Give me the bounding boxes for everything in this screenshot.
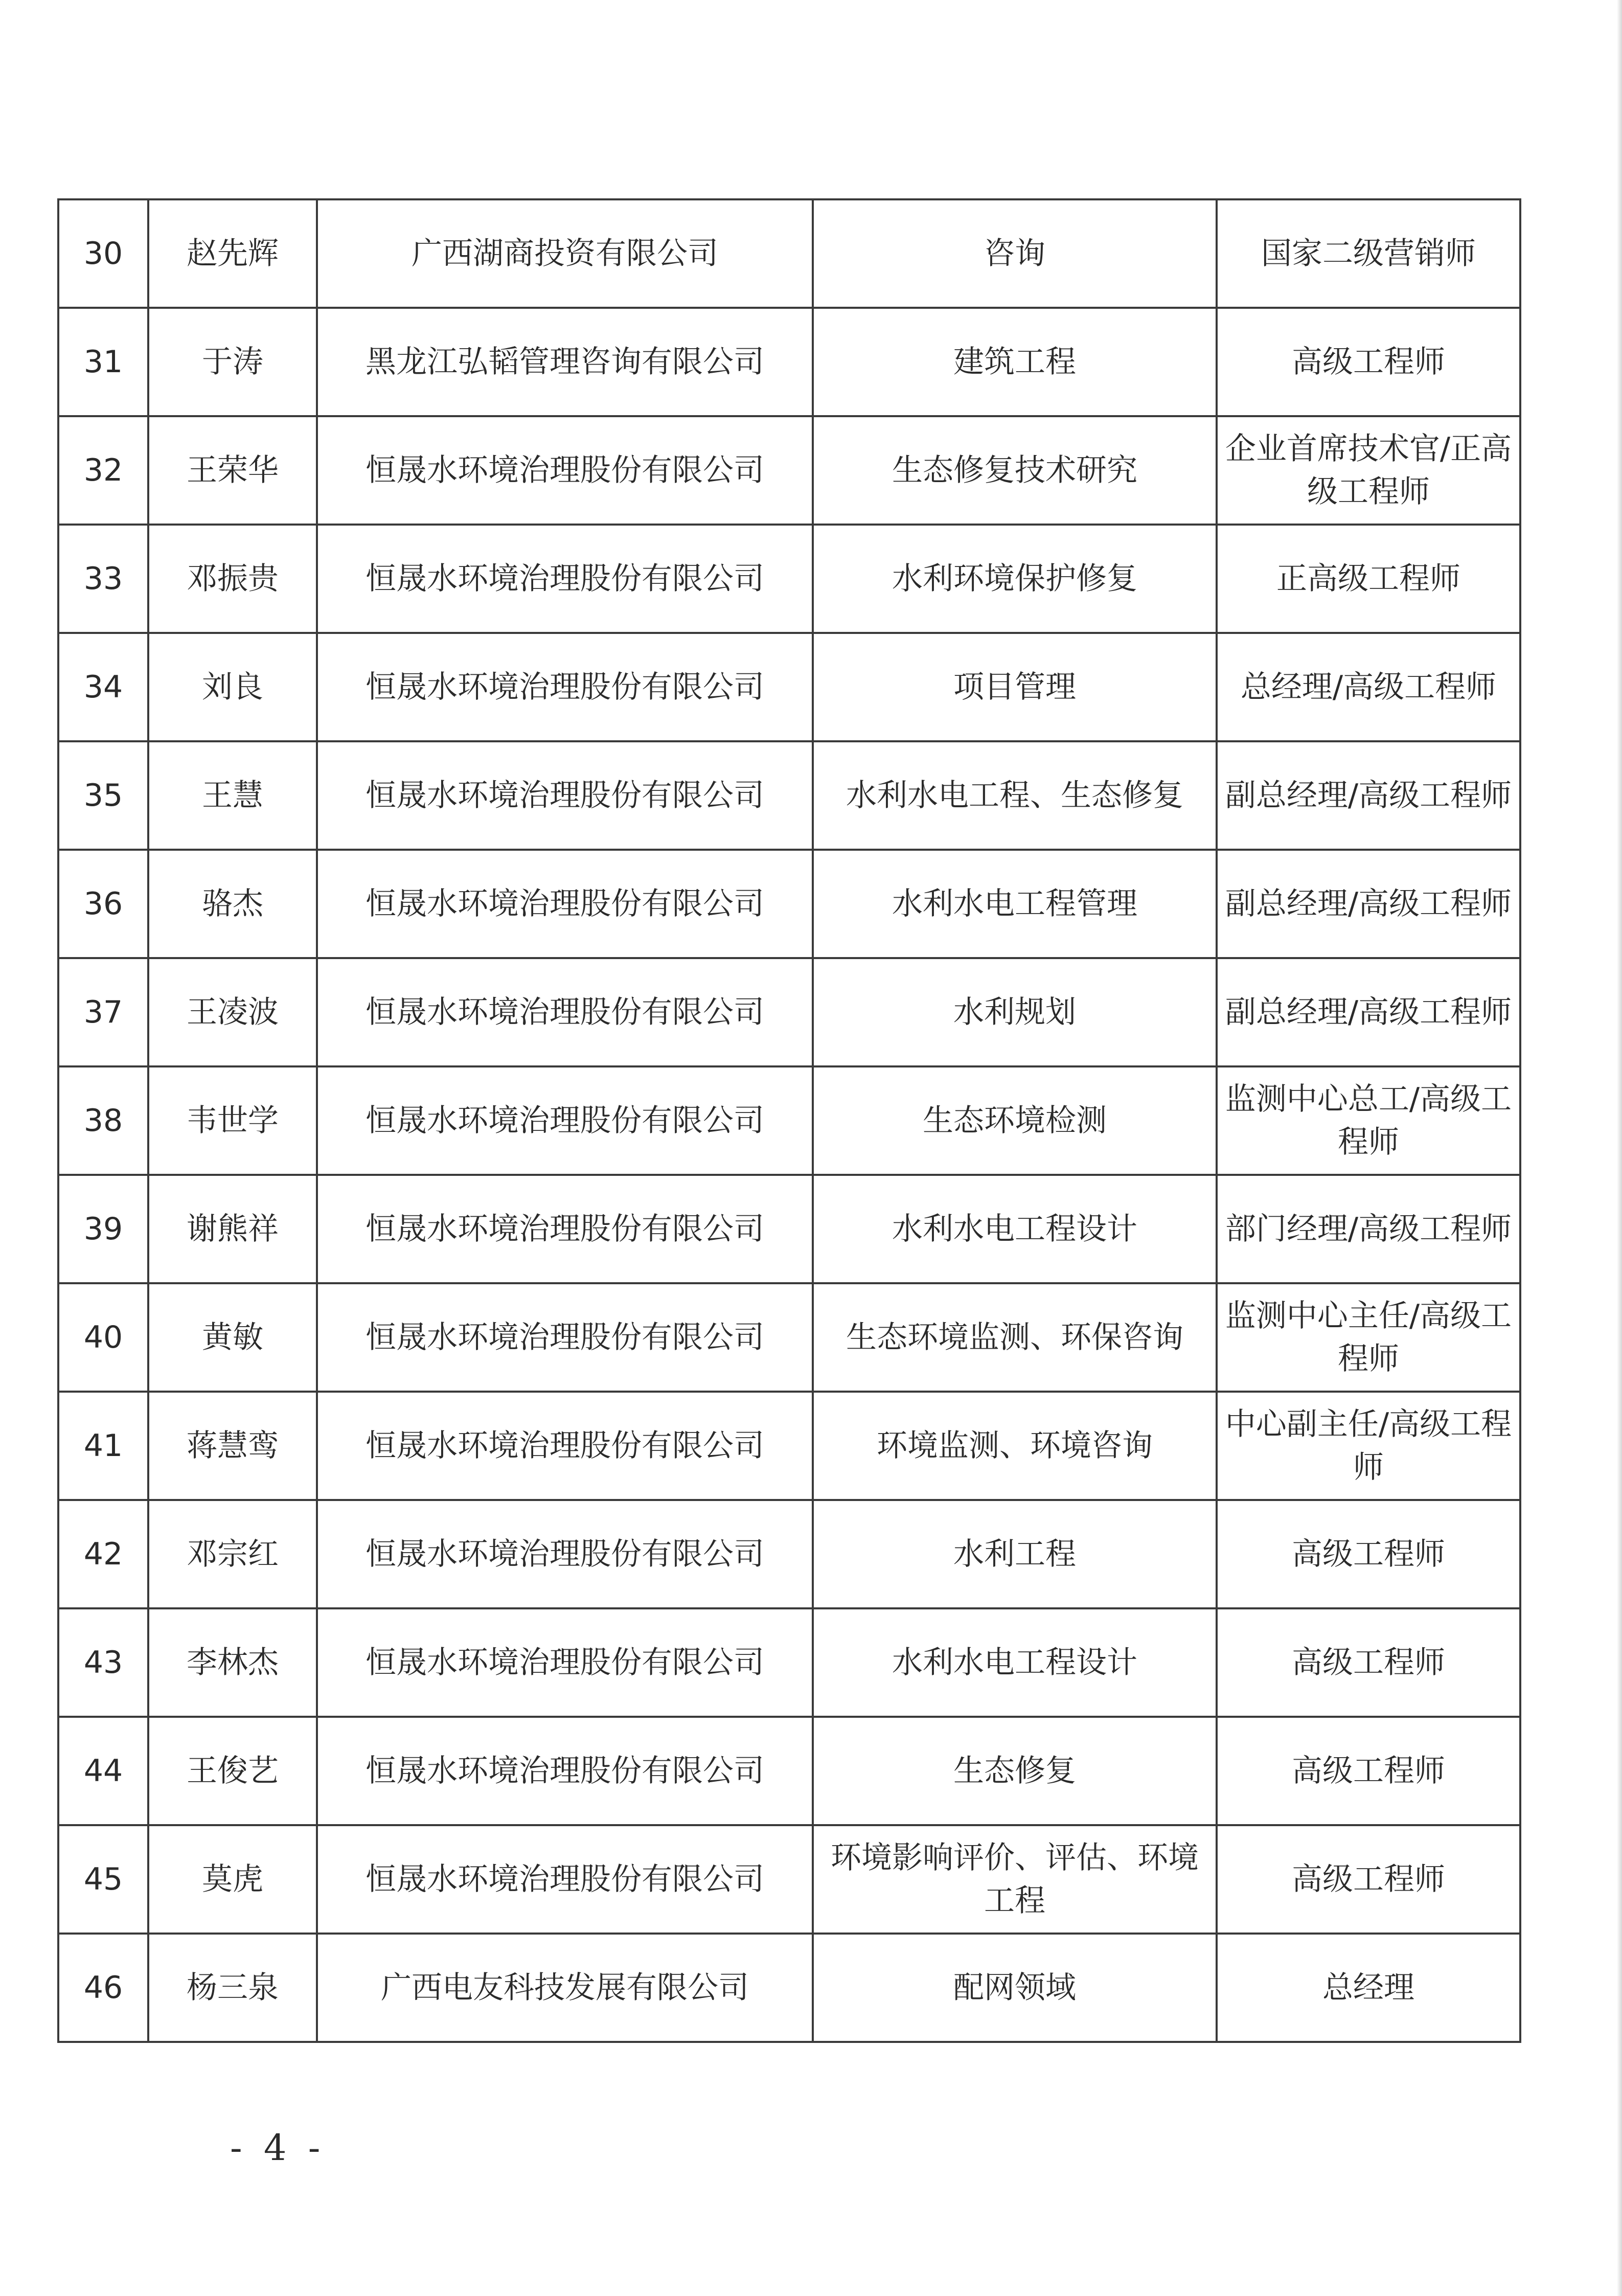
field-cell: 水利水电工程设计 bbox=[813, 1608, 1217, 1717]
title-cell: 总经理/高级工程师 bbox=[1217, 633, 1520, 741]
company-cell: 恒晟水环境治理股份有限公司 bbox=[317, 525, 813, 633]
row-number-cell: 30 bbox=[58, 199, 148, 308]
table-row bbox=[58, 1392, 1520, 1500]
company-cell: 恒晟水环境治理股份有限公司 bbox=[317, 1175, 813, 1283]
company-cell: 恒晟水环境治理股份有限公司 bbox=[317, 1500, 813, 1608]
name-cell: 杨三泉 bbox=[148, 1934, 317, 2042]
title-cell: 副总经理/高级工程师 bbox=[1217, 741, 1520, 850]
company-cell: 恒晟水环境治理股份有限公司 bbox=[317, 633, 813, 741]
company-cell: 恒晟水环境治理股份有限公司 bbox=[317, 741, 813, 850]
field-cell: 环境监测、环境咨询 bbox=[813, 1392, 1217, 1500]
title-cell: 副总经理/高级工程师 bbox=[1217, 958, 1520, 1066]
row-number-cell: 34 bbox=[58, 633, 148, 741]
row-number-cell: 38 bbox=[58, 1066, 148, 1175]
roster-body bbox=[58, 199, 1520, 2042]
title-cell: 中心副主任/高级工程师 bbox=[1217, 1392, 1520, 1500]
field-cell: 水利规划 bbox=[813, 958, 1217, 1066]
row-number-cell: 33 bbox=[58, 525, 148, 633]
name-cell: 王凌波 bbox=[148, 958, 317, 1066]
title-cell: 企业首席技术官/正高级工程师 bbox=[1217, 416, 1520, 525]
page-number: - 4 - bbox=[230, 2127, 326, 2169]
title-cell: 正高级工程师 bbox=[1217, 525, 1520, 633]
field-cell: 项目管理 bbox=[813, 633, 1217, 741]
expert-roster-table bbox=[57, 198, 1521, 2043]
title-cell: 部门经理/高级工程师 bbox=[1217, 1175, 1520, 1283]
table-row bbox=[58, 1934, 1520, 2042]
name-cell: 谢熊祥 bbox=[148, 1175, 317, 1283]
company-cell: 广西电友科技发展有限公司 bbox=[317, 1934, 813, 2042]
company-cell: 恒晟水环境治理股份有限公司 bbox=[317, 958, 813, 1066]
row-number-cell: 36 bbox=[58, 850, 148, 958]
title-cell: 高级工程师 bbox=[1217, 1825, 1520, 1934]
field-cell: 配网领域 bbox=[813, 1934, 1217, 2042]
field-cell: 生态环境检测 bbox=[813, 1066, 1217, 1175]
title-cell: 监测中心主任/高级工程师 bbox=[1217, 1283, 1520, 1392]
name-cell: 黄敏 bbox=[148, 1283, 317, 1392]
table-row bbox=[58, 633, 1520, 741]
name-cell: 刘良 bbox=[148, 633, 317, 741]
page-edge-shadow bbox=[1617, 0, 1622, 2296]
name-cell: 莫虎 bbox=[148, 1825, 317, 1934]
row-number-cell: 40 bbox=[58, 1283, 148, 1392]
table-row bbox=[58, 1608, 1520, 1717]
field-cell: 环境影响评价、评估、环境工程 bbox=[813, 1825, 1217, 1934]
table-row bbox=[58, 1066, 1520, 1175]
company-cell: 恒晟水环境治理股份有限公司 bbox=[317, 850, 813, 958]
field-cell: 水利水电工程、生态修复 bbox=[813, 741, 1217, 850]
company-cell: 恒晟水环境治理股份有限公司 bbox=[317, 1825, 813, 1934]
row-number-cell: 44 bbox=[58, 1717, 148, 1825]
name-cell: 王荣华 bbox=[148, 416, 317, 525]
name-cell: 韦世学 bbox=[148, 1066, 317, 1175]
row-number-cell: 42 bbox=[58, 1500, 148, 1608]
company-cell: 恒晟水环境治理股份有限公司 bbox=[317, 416, 813, 525]
name-cell: 骆杰 bbox=[148, 850, 317, 958]
company-cell: 恒晟水环境治理股份有限公司 bbox=[317, 1608, 813, 1717]
table-row bbox=[58, 1283, 1520, 1392]
company-cell: 恒晟水环境治理股份有限公司 bbox=[317, 1717, 813, 1825]
field-cell: 水利工程 bbox=[813, 1500, 1217, 1608]
row-number-cell: 37 bbox=[58, 958, 148, 1066]
table-row bbox=[58, 525, 1520, 633]
table-row bbox=[58, 741, 1520, 850]
field-cell: 生态修复技术研究 bbox=[813, 416, 1217, 525]
company-cell: 恒晟水环境治理股份有限公司 bbox=[317, 1283, 813, 1392]
row-number-cell: 46 bbox=[58, 1934, 148, 2042]
field-cell: 建筑工程 bbox=[813, 308, 1217, 416]
name-cell: 邓振贵 bbox=[148, 525, 317, 633]
table-row bbox=[58, 1825, 1520, 1934]
name-cell: 赵先辉 bbox=[148, 199, 317, 308]
name-cell: 蒋慧鸾 bbox=[148, 1392, 317, 1500]
field-cell: 水利水电工程管理 bbox=[813, 850, 1217, 958]
field-cell: 水利水电工程设计 bbox=[813, 1175, 1217, 1283]
title-cell: 总经理 bbox=[1217, 1934, 1520, 2042]
company-cell: 恒晟水环境治理股份有限公司 bbox=[317, 1392, 813, 1500]
company-cell: 恒晟水环境治理股份有限公司 bbox=[317, 1066, 813, 1175]
name-cell: 王俊艺 bbox=[148, 1717, 317, 1825]
title-cell: 国家二级营销师 bbox=[1217, 199, 1520, 308]
field-cell: 生态修复 bbox=[813, 1717, 1217, 1825]
table-row bbox=[58, 1175, 1520, 1283]
title-cell: 副总经理/高级工程师 bbox=[1217, 850, 1520, 958]
row-number-cell: 39 bbox=[58, 1175, 148, 1283]
table-row bbox=[58, 850, 1520, 958]
table-row bbox=[58, 308, 1520, 416]
row-number-cell: 35 bbox=[58, 741, 148, 850]
row-number-cell: 31 bbox=[58, 308, 148, 416]
title-cell: 高级工程师 bbox=[1217, 308, 1520, 416]
title-cell: 高级工程师 bbox=[1217, 1717, 1520, 1825]
table-row bbox=[58, 199, 1520, 308]
title-cell: 高级工程师 bbox=[1217, 1608, 1520, 1717]
name-cell: 邓宗红 bbox=[148, 1500, 317, 1608]
table-row bbox=[58, 1500, 1520, 1608]
row-number-cell: 32 bbox=[58, 416, 148, 525]
title-cell: 高级工程师 bbox=[1217, 1500, 1520, 1608]
company-cell: 广西湖商投资有限公司 bbox=[317, 199, 813, 308]
title-cell: 监测中心总工/高级工程师 bbox=[1217, 1066, 1520, 1175]
row-number-cell: 43 bbox=[58, 1608, 148, 1717]
field-cell: 生态环境监测、环保咨询 bbox=[813, 1283, 1217, 1392]
name-cell: 于涛 bbox=[148, 308, 317, 416]
row-number-cell: 45 bbox=[58, 1825, 148, 1934]
field-cell: 水利环境保护修复 bbox=[813, 525, 1217, 633]
row-number-cell: 41 bbox=[58, 1392, 148, 1500]
name-cell: 李林杰 bbox=[148, 1608, 317, 1717]
table-row bbox=[58, 958, 1520, 1066]
company-cell: 黑龙江弘韬管理咨询有限公司 bbox=[317, 308, 813, 416]
table-row bbox=[58, 1717, 1520, 1825]
field-cell: 咨询 bbox=[813, 199, 1217, 308]
table-row bbox=[58, 416, 1520, 525]
name-cell: 王慧 bbox=[148, 741, 317, 850]
